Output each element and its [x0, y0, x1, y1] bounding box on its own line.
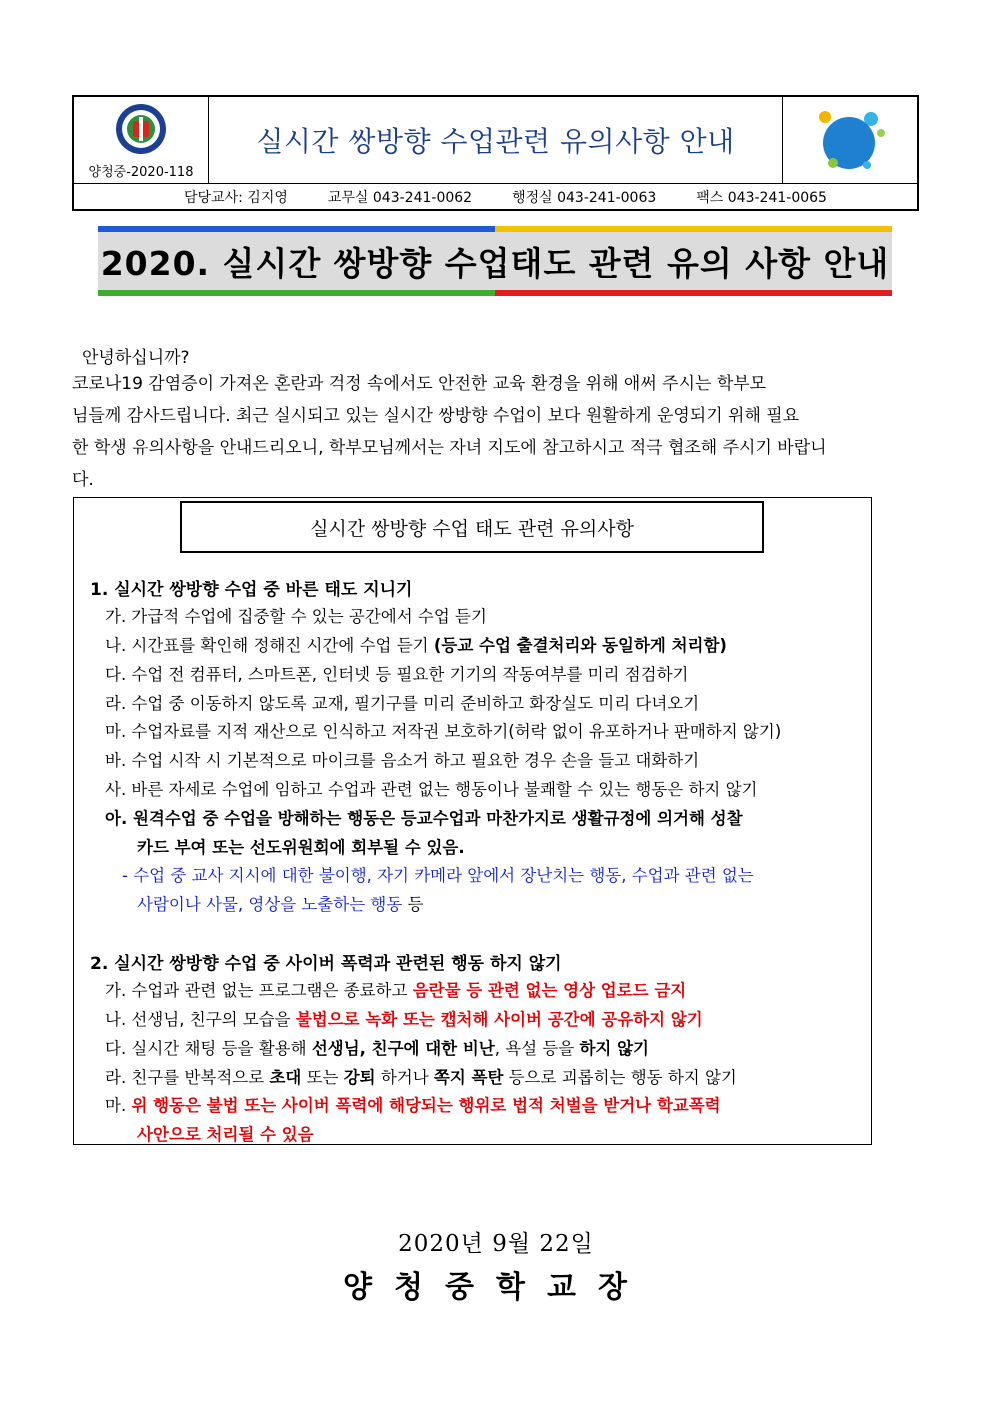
section1-item-ma: 마. 수업자료를 지적 재산으로 인식하고 저작권 보호하기(허락 없이 유포하거나 판매하지 않기)	[105, 722, 782, 741]
item-text: 다. 실시간 채팅 등을 활용해	[105, 1039, 312, 1058]
item-text: 등으로 괴롭히는 행동 하지 않기	[503, 1068, 737, 1087]
issue-date: 2020년 9월 22일	[398, 1231, 594, 1257]
section2-item-ra	[105, 1064, 737, 1088]
section2-item-ma-line1	[105, 1092, 721, 1116]
principal-signature: 양청중학교장	[343, 1270, 649, 1305]
slogan-logo-icon	[783, 97, 917, 183]
document-number: 양청중-2020-118	[88, 165, 194, 180]
item-emphasis: 위 행동은 불법 또는 사이버 폭력에 해당되는 행위로 법적 처벌을 받거나 학교폭력	[131, 1096, 721, 1115]
item-text: 가. 수업과 관련 없는 프로그램은 종료하고	[105, 981, 413, 1000]
section2-item-na	[105, 1006, 703, 1030]
section1-item-ra: 라. 수업 중 이동하지 않도록 교재, 필기구를 미리 준비하고 화장실도 미리 다녀오기	[105, 694, 700, 713]
section1-item-ba: 바. 수업 시작 시 기본적으로 마이크를 음소거 하고 필요한 경우 손을 들고 대화하기	[105, 751, 700, 770]
intro-line: 님들께 감사드립니다. 최근 실시되고 있는 실시간 쌍방향 수업이 보다 원활하게 운영되기 위해 필요	[72, 406, 800, 426]
header-title: 실시간 쌍방향 수업관련 유의사항 안내	[256, 125, 735, 158]
slogan-logo-cell	[782, 97, 917, 183]
section1-item-sa: 사. 바른 자세로 수업에 임하고 수업과 관련 없는 행동이나 불쾌할 수 있는 행동은 하지 않기	[105, 780, 758, 799]
school-logo-cell	[74, 97, 209, 183]
section1-item-na	[105, 632, 727, 656]
item-emphasis: 초대	[269, 1068, 302, 1087]
item-text: , 욕설 등을	[494, 1039, 580, 1058]
section1-example-line1: - 수업 중 교사 지시에 대한 불이행, 자기 카메라 앞에서 장난치는 행동, 수업과 관련 없는	[122, 866, 754, 885]
document-header	[72, 95, 919, 211]
section1-example-line2	[137, 891, 424, 915]
item-text: 하거나	[375, 1068, 434, 1087]
section2-heading: 2. 실시간 쌍방향 수업 중 사이버 폭력과 관련된 행동 하지 않기	[90, 954, 562, 974]
item-text: 나. 시간표를 확인해 정해진 시간에 수업 듣기	[105, 636, 434, 655]
contact-line	[74, 183, 917, 211]
teacher-contact: 담당교사: 김지영	[184, 190, 288, 206]
item-emphasis: 쪽지 폭탄	[433, 1068, 504, 1087]
section2-item-ma-line2: 사안으로 처리될 수 있음	[137, 1125, 314, 1144]
admin-office-phone: 행정실 043-241-0063	[512, 190, 657, 206]
section2-item-da	[105, 1035, 649, 1059]
fax-number: 팩스 043-241-0065	[696, 190, 827, 206]
greeting: 안녕하십니까?	[82, 348, 190, 368]
intro-line: 한 학생 유의사항을 안내드리오니, 학부모님께서는 자녀 지도에 참고하시고 적극 협조해 주시기 바랍니	[72, 438, 827, 458]
item-text: 또는	[301, 1068, 344, 1087]
banner-bottom-stripe	[98, 290, 892, 296]
section1-heading: 1. 실시간 쌍방향 수업 중 바른 태도 지니기	[90, 580, 413, 600]
item-text: 마.	[105, 1096, 132, 1115]
item-text: 나. 선생님, 친구의 모습을	[105, 1010, 296, 1029]
notice-title: 실시간 쌍방향 수업 태도 관련 유의사항	[180, 501, 764, 553]
example-text: 사람이나 사물, 영상을 노출하는 행동	[137, 895, 403, 914]
banner-title: 2020. 실시간 쌍방향 수업태도 관련 유의 사항 안내	[98, 232, 892, 290]
intro-paragraph	[72, 368, 922, 496]
section2-item-ga	[105, 977, 686, 1001]
example-suffix: 등	[402, 895, 424, 914]
section1-item-a-line1: 아. 원격수업 중 수업을 방해하는 행동은 등교수업과 마찬가지로 생활규정에 의거해 성찰	[105, 809, 743, 828]
item-emphasis: 음란물 등 관련 없는 영상 업로드 금지	[412, 981, 687, 1000]
section1-item-ga: 가. 가급적 수업에 집중할 수 있는 공간에서 수업 듣기	[105, 607, 487, 626]
teachers-office-phone: 교무실 043-241-0062	[327, 190, 473, 206]
item-emphasis: 하지 않기	[579, 1039, 649, 1058]
intro-line: 코로나19 감염증이 가져온 혼란과 걱정 속에서도 안전한 교육 환경을 위해 애써 주시는 학부모	[72, 374, 767, 394]
school-emblem-icon	[74, 97, 208, 161]
item-emphasis: 강퇴	[343, 1068, 376, 1087]
intro-line: 다.	[72, 470, 94, 490]
section1-item-da: 다. 수업 전 컴퓨터, 스마트폰, 인터넷 등 필요한 기기의 작동여부를 미리 점검하기	[105, 665, 689, 684]
item-emphasis: (등교 수업 출결처리와 동일하게 처리함)	[433, 636, 727, 655]
item-text: 라. 친구를 반복적으로	[105, 1068, 270, 1087]
section1-item-a-line2: 카드 부여 또는 선도위원회에 회부될 수 있음.	[137, 838, 465, 857]
item-emphasis: 불법으로 녹화 또는 캡처해 사이버 공간에 공유하지 않기	[295, 1010, 703, 1029]
item-emphasis: 선생님, 친구에 대한 비난	[311, 1039, 495, 1058]
title-banner	[98, 226, 892, 296]
